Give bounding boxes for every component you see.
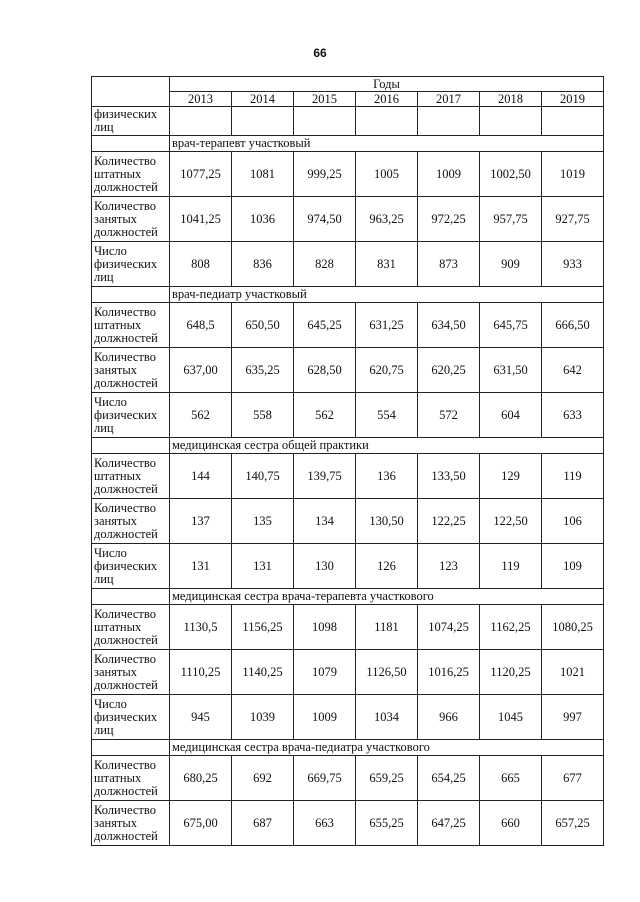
- value-cell: 647,25: [418, 801, 480, 846]
- value-cell: 130,50: [356, 499, 418, 544]
- value-cell: 654,25: [418, 756, 480, 801]
- value-cell: 1005: [356, 152, 418, 197]
- value-cell: 1045: [480, 695, 542, 740]
- value-cell: 631,50: [480, 348, 542, 393]
- value-cell: 1036: [232, 197, 294, 242]
- value-cell: 675,00: [170, 801, 232, 846]
- value-cell: 135: [232, 499, 294, 544]
- value-cell: 131: [170, 544, 232, 589]
- section-label-spacer: [92, 287, 170, 303]
- value-cell: 136: [356, 454, 418, 499]
- value-cell: 633: [542, 393, 604, 438]
- section-title: врач-педиатр участковый: [170, 287, 604, 303]
- value-cell: [294, 107, 356, 136]
- value-cell: 1140,25: [232, 650, 294, 695]
- value-cell: 692: [232, 756, 294, 801]
- value-cell: 1009: [418, 152, 480, 197]
- value-cell: 963,25: [356, 197, 418, 242]
- value-cell: 677: [542, 756, 604, 801]
- value-cell: 631,25: [356, 303, 418, 348]
- value-cell: 1079: [294, 650, 356, 695]
- section-title: медицинская сестра врача-педиатра участкового: [170, 740, 604, 756]
- value-cell: 137: [170, 499, 232, 544]
- value-cell: [480, 107, 542, 136]
- value-cell: 1130,5: [170, 605, 232, 650]
- row-label: Количество занятых должностей: [92, 197, 170, 242]
- value-cell: 109: [542, 544, 604, 589]
- value-cell: [418, 107, 480, 136]
- value-cell: 126: [356, 544, 418, 589]
- value-cell: 836: [232, 242, 294, 287]
- value-cell: 604: [480, 393, 542, 438]
- value-cell: 134: [294, 499, 356, 544]
- value-cell: 562: [170, 393, 232, 438]
- value-cell: [232, 107, 294, 136]
- value-cell: 999,25: [294, 152, 356, 197]
- value-cell: 628,50: [294, 348, 356, 393]
- year-header-cell: 2018: [480, 92, 542, 107]
- value-cell: 642: [542, 348, 604, 393]
- value-cell: 1021: [542, 650, 604, 695]
- value-cell: 139,75: [294, 454, 356, 499]
- row-label: Число физических лиц: [92, 242, 170, 287]
- value-cell: 645,75: [480, 303, 542, 348]
- value-cell: 1120,25: [480, 650, 542, 695]
- value-cell: 562: [294, 393, 356, 438]
- section-title: врач-терапевт участковый: [170, 136, 604, 152]
- value-cell: 1110,25: [170, 650, 232, 695]
- year-header-cell: 2017: [418, 92, 480, 107]
- row-label: Количество штатных должностей: [92, 454, 170, 499]
- table-row: [92, 107, 604, 136]
- value-cell: 663: [294, 801, 356, 846]
- value-cell: 665: [480, 756, 542, 801]
- value-cell: 133,50: [418, 454, 480, 499]
- value-cell: 130: [294, 544, 356, 589]
- row-label: Количество занятых должностей: [92, 650, 170, 695]
- value-cell: 119: [480, 544, 542, 589]
- years-header: Годы: [170, 77, 604, 92]
- year-header-cell: 2014: [232, 92, 294, 107]
- value-cell: 650,50: [232, 303, 294, 348]
- table-row: [92, 393, 604, 438]
- page-number: 66: [313, 46, 327, 60]
- value-cell: 966: [418, 695, 480, 740]
- row-label: Число физических лиц: [92, 393, 170, 438]
- value-cell: 669,75: [294, 756, 356, 801]
- value-cell: 1074,25: [418, 605, 480, 650]
- table-body: [92, 77, 604, 846]
- value-cell: 1019: [542, 152, 604, 197]
- value-cell: 1002,50: [480, 152, 542, 197]
- value-cell: 634,50: [418, 303, 480, 348]
- value-cell: 1034: [356, 695, 418, 740]
- value-cell: 957,75: [480, 197, 542, 242]
- table-row: [92, 801, 604, 846]
- value-cell: 554: [356, 393, 418, 438]
- value-cell: 1081: [232, 152, 294, 197]
- section-label-spacer: [92, 589, 170, 605]
- indicator-column-header: [92, 77, 170, 107]
- value-cell: 1098: [294, 605, 356, 650]
- section-header-row: [92, 287, 604, 303]
- year-header-cell: 2015: [294, 92, 356, 107]
- value-cell: 997: [542, 695, 604, 740]
- value-cell: 972,25: [418, 197, 480, 242]
- value-cell: 808: [170, 242, 232, 287]
- value-cell: 687: [232, 801, 294, 846]
- value-cell: 657,25: [542, 801, 604, 846]
- section-title: медицинская сестра общей практики: [170, 438, 604, 454]
- value-cell: 572: [418, 393, 480, 438]
- value-cell: 119: [542, 454, 604, 499]
- section-header-row: [92, 740, 604, 756]
- value-cell: 106: [542, 499, 604, 544]
- value-cell: 659,25: [356, 756, 418, 801]
- value-cell: 1009: [294, 695, 356, 740]
- table-row: [92, 695, 604, 740]
- value-cell: 1077,25: [170, 152, 232, 197]
- year-header-cell: 2013: [170, 92, 232, 107]
- table-row: [92, 197, 604, 242]
- section-label-spacer: [92, 438, 170, 454]
- value-cell: 873: [418, 242, 480, 287]
- value-cell: 1016,25: [418, 650, 480, 695]
- value-cell: 637,00: [170, 348, 232, 393]
- staffing-table: [91, 76, 604, 846]
- table-row: [92, 348, 604, 393]
- row-label: Количество занятых должностей: [92, 348, 170, 393]
- value-cell: 129: [480, 454, 542, 499]
- value-cell: 1156,25: [232, 605, 294, 650]
- table-row: [92, 544, 604, 589]
- value-cell: 927,75: [542, 197, 604, 242]
- value-cell: 666,50: [542, 303, 604, 348]
- table-row: [92, 242, 604, 287]
- row-label: физических лиц: [92, 107, 170, 136]
- value-cell: 620,25: [418, 348, 480, 393]
- value-cell: 122,25: [418, 499, 480, 544]
- value-cell: [542, 107, 604, 136]
- row-label: Количество занятых должностей: [92, 499, 170, 544]
- row-label: Количество штатных должностей: [92, 152, 170, 197]
- value-cell: 909: [480, 242, 542, 287]
- value-cell: 1039: [232, 695, 294, 740]
- table-row: [92, 499, 604, 544]
- value-cell: 131: [232, 544, 294, 589]
- value-cell: 635,25: [232, 348, 294, 393]
- header-row-years-label: [92, 77, 604, 92]
- table-row: [92, 454, 604, 499]
- value-cell: 828: [294, 242, 356, 287]
- value-cell: 140,75: [232, 454, 294, 499]
- value-cell: 945: [170, 695, 232, 740]
- value-cell: [356, 107, 418, 136]
- row-label: Количество штатных должностей: [92, 756, 170, 801]
- row-label: Количество штатных должностей: [92, 303, 170, 348]
- value-cell: 648,5: [170, 303, 232, 348]
- value-cell: 1126,50: [356, 650, 418, 695]
- value-cell: 1041,25: [170, 197, 232, 242]
- value-cell: 680,25: [170, 756, 232, 801]
- section-title: медицинская сестра врача-терапевта участкового: [170, 589, 604, 605]
- section-label-spacer: [92, 136, 170, 152]
- value-cell: 620,75: [356, 348, 418, 393]
- table-row: [92, 605, 604, 650]
- value-cell: 123: [418, 544, 480, 589]
- year-header-cell: 2016: [356, 92, 418, 107]
- value-cell: 660: [480, 801, 542, 846]
- value-cell: 655,25: [356, 801, 418, 846]
- table-row: [92, 756, 604, 801]
- value-cell: 1080,25: [542, 605, 604, 650]
- value-cell: 974,50: [294, 197, 356, 242]
- table-row: [92, 303, 604, 348]
- table-row: [92, 650, 604, 695]
- value-cell: 558: [232, 393, 294, 438]
- value-cell: 831: [356, 242, 418, 287]
- year-header-cell: 2019: [542, 92, 604, 107]
- section-header-row: [92, 589, 604, 605]
- row-label: Количество занятых должностей: [92, 801, 170, 846]
- table-row: [92, 152, 604, 197]
- value-cell: [170, 107, 232, 136]
- value-cell: 144: [170, 454, 232, 499]
- section-header-row: [92, 136, 604, 152]
- value-cell: 1162,25: [480, 605, 542, 650]
- row-label: Число физических лиц: [92, 695, 170, 740]
- value-cell: 645,25: [294, 303, 356, 348]
- value-cell: 1181: [356, 605, 418, 650]
- value-cell: 933: [542, 242, 604, 287]
- row-label: Число физических лиц: [92, 544, 170, 589]
- section-label-spacer: [92, 740, 170, 756]
- row-label: Количество штатных должностей: [92, 605, 170, 650]
- value-cell: 122,50: [480, 499, 542, 544]
- section-header-row: [92, 438, 604, 454]
